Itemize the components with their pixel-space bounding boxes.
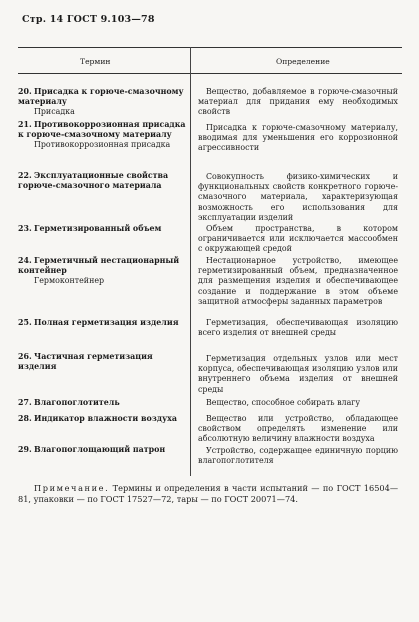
definition-text: Герметизация отдельных узлов или мест корпуса, обеспечивающая изоляцию узлов или внутреннего объема изделия от внешней среды bbox=[198, 354, 398, 394]
definition-text: Устройство, содержащее единичную порцию влагопоглотителя bbox=[198, 446, 398, 466]
definition-text: Совокупность физико-химических и функциональных свойств конкретного горюче-смазочного материала, характеризующая возможность его использования для эксплуатации изделий bbox=[198, 172, 398, 222]
term-text: Герметичный нестационарный контейнер bbox=[18, 256, 180, 276]
table-row bbox=[18, 87, 186, 118]
term-text: Герметизированный объем bbox=[34, 224, 162, 233]
term-synonym: Присадка bbox=[34, 107, 75, 117]
definition-text: Присадка к горюче-смазочному материалу, вводимая для уменьшения его коррозионной агрессивности bbox=[198, 123, 398, 153]
column-divider bbox=[190, 73, 191, 476]
term-number: 26. bbox=[18, 352, 32, 361]
definition-text: Герметизация, обеспечивающая изоляцию всего изделия от внешней среды bbox=[198, 318, 398, 338]
term-number: 20. bbox=[18, 87, 32, 96]
footnote bbox=[18, 483, 398, 505]
column-header-definition: Определение bbox=[276, 57, 330, 66]
term-number: 25. bbox=[18, 318, 32, 327]
term-synonym: Противокоррозионная присадка bbox=[34, 140, 171, 150]
table-row bbox=[18, 352, 186, 372]
column-header-term: Термин bbox=[80, 57, 111, 66]
page-header: Стр. 14 ГОСТ 9.103—78 bbox=[22, 14, 155, 25]
definition-text: Вещество, способное собирать влагу bbox=[206, 398, 361, 407]
term-number: 24. bbox=[18, 256, 32, 265]
definition-text: Объем пространства, в котором ограничивается или исключается массообмен с окружающей средой bbox=[198, 224, 398, 254]
term-text: Полная герметизация изделия bbox=[34, 318, 179, 327]
note-text: Термины и определения в части испытаний — по ГОСТ 16504—81, упаковки — по ГОСТ 17527—72, тары — по ГОСТ 20071—74. bbox=[18, 483, 399, 504]
table-row bbox=[18, 398, 186, 408]
table-row bbox=[18, 445, 186, 455]
term-text: Индикатор влажности воздуха bbox=[34, 414, 177, 423]
table-row bbox=[18, 256, 186, 287]
term-text: Частичная герметизация изделия bbox=[18, 352, 153, 372]
definition-text: Нестационарное устройство, имеющее герметизированный объем, предназначенное для размещения изделия и обеспечивающее создание и поддержание в этом объеме защитной атмосферы заданных параметров bbox=[198, 256, 398, 306]
term-text: Присадка к горюче-смазочному материалу bbox=[18, 87, 184, 107]
table-row bbox=[18, 224, 186, 234]
term-text: Противокоррозионная присадка к горюче-смазочному материалу bbox=[18, 120, 186, 140]
note-label: Примечание. bbox=[34, 483, 110, 493]
table-header-rule bbox=[18, 73, 402, 74]
term-number: 27. bbox=[18, 398, 32, 407]
table-row bbox=[18, 120, 186, 151]
term-number: 29. bbox=[18, 445, 32, 454]
table-row bbox=[18, 171, 186, 191]
table-top-rule bbox=[18, 47, 402, 48]
definition-text: Вещество, добавляемое в горюче-смазочный материал для придания ему необходимых свойств bbox=[198, 87, 398, 117]
term-number: 23. bbox=[18, 224, 32, 233]
term-synonym: Гермоконтейнер bbox=[34, 276, 105, 286]
term-text: Влагопоглощающий патрон bbox=[34, 445, 166, 454]
table-row bbox=[18, 318, 186, 328]
definition-text: Вещество или устройство, обладающее свойством определять изменение или абсолютную величину влажности воздуха bbox=[198, 414, 398, 444]
header-column-divider bbox=[190, 47, 191, 73]
term-number: 28. bbox=[18, 414, 32, 423]
term-text: Влагопоглотитель bbox=[34, 398, 120, 407]
table-row bbox=[18, 414, 186, 424]
term-number: 21. bbox=[18, 120, 32, 129]
term-number: 22. bbox=[18, 171, 32, 180]
term-text: Эксплуатационные свойства горюче-смазочного материала bbox=[18, 171, 169, 191]
